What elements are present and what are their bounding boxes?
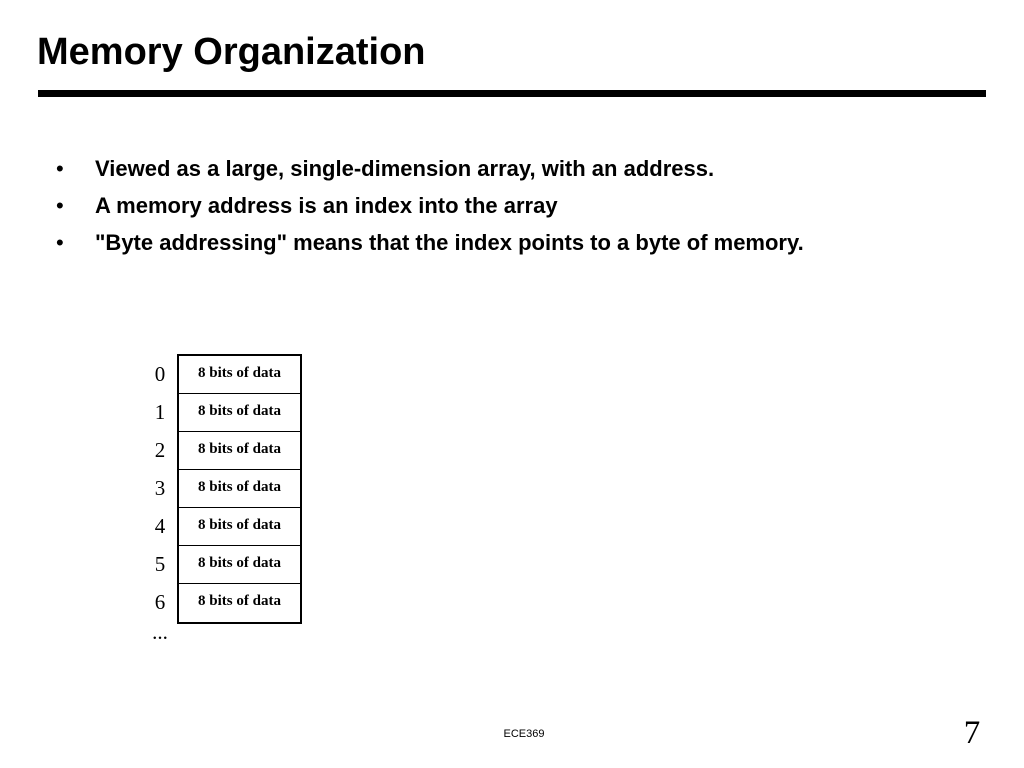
bullet-text: "Byte addressing" means that the index points to a byte of memory. (95, 230, 804, 255)
memory-address-label: 4 (154, 514, 166, 538)
bullet-text: A memory address is an index into the array (95, 193, 558, 218)
memory-address-label: 0 (154, 362, 166, 386)
memory-cell: 8 bits of data (179, 432, 300, 470)
slide-title: Memory Organization (37, 31, 426, 73)
memory-cell: 8 bits of data (179, 356, 300, 394)
memory-cell: 8 bits of data (179, 394, 300, 432)
memory-address-column (140, 355, 180, 659)
page-number: 7 (963, 715, 981, 751)
memory-cell: 8 bits of data (179, 470, 300, 508)
bullet-marker: • (56, 156, 64, 181)
bullet-marker: • (56, 193, 64, 218)
footer-course-label: ECE369 (503, 728, 545, 740)
memory-cell: 8 bits of data (198, 593, 281, 609)
memory-address-label: 3 (154, 476, 166, 500)
bullet-text: Viewed as a large, single-dimension array, with an address. (95, 156, 715, 181)
memory-cell: 8 bits of data (179, 508, 300, 546)
memory-array-diagram (177, 354, 302, 624)
title-divider (38, 90, 986, 97)
memory-continuation-ellipsis: ... (152, 620, 168, 644)
memory-address-label: 6 (154, 590, 166, 614)
bullet-marker: • (56, 230, 64, 255)
memory-address-label: 1 (154, 400, 166, 424)
memory-address-label: 2 (154, 438, 166, 462)
memory-address-label: 5 (154, 552, 166, 576)
memory-cell: 8 bits of data (179, 546, 300, 584)
